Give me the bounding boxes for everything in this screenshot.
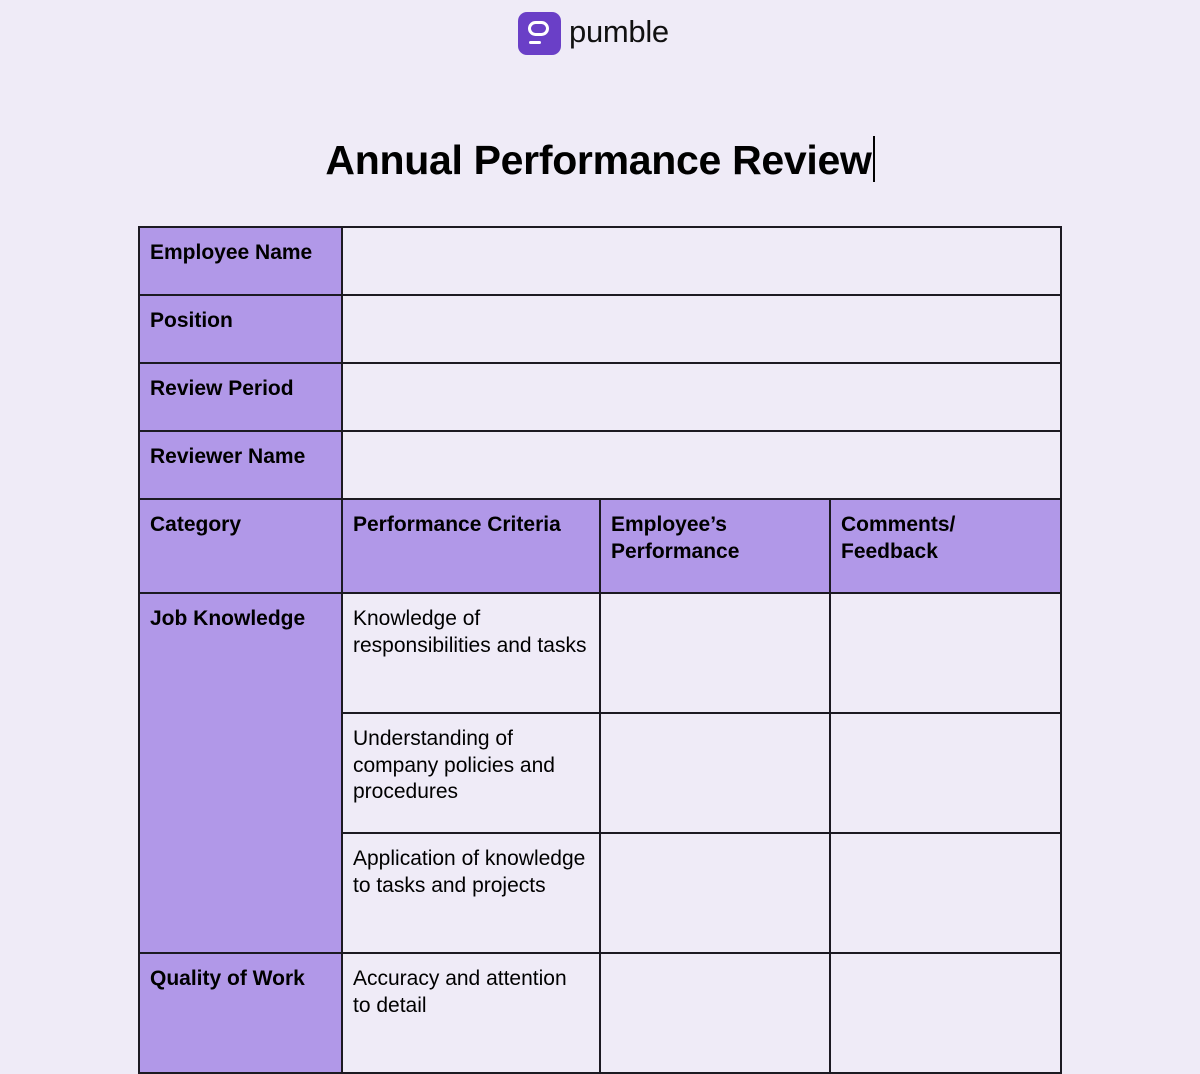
header-comments-feedback: Comments/ Feedback [830, 499, 1061, 593]
comments-input-cell[interactable] [830, 833, 1061, 953]
criteria-cell: Application of knowledge to tasks and projects [342, 833, 600, 953]
performance-input-cell[interactable] [600, 833, 830, 953]
reviewer-name-field[interactable] [342, 431, 1061, 499]
brand-name: pumble [569, 13, 669, 49]
brand-logo [518, 12, 669, 55]
employee-name-field[interactable] [342, 227, 1061, 295]
performance-review-table [138, 226, 1062, 1074]
performance-input-cell[interactable] [600, 953, 830, 1073]
info-row-review-period [139, 363, 1061, 431]
text-cursor [873, 136, 875, 182]
comments-input-cell[interactable] [830, 953, 1061, 1073]
header-employee-performance: Employee’s Performance [600, 499, 830, 593]
criteria-cell: Accuracy and attention to detail [342, 953, 600, 1073]
field-label: Reviewer Name [139, 431, 342, 499]
field-label: Review Period [139, 363, 342, 431]
performance-input-cell[interactable] [600, 713, 830, 833]
pumble-logo-icon [518, 12, 561, 55]
review-period-field[interactable] [342, 363, 1061, 431]
table-row [139, 953, 1061, 1073]
comments-input-cell[interactable] [830, 593, 1061, 713]
document-title[interactable]: Annual Performance Review [325, 137, 872, 183]
field-label: Position [139, 295, 342, 363]
document-title-container[interactable] [0, 136, 1200, 184]
category-job-knowledge: Job Knowledge [139, 593, 342, 953]
table-row [139, 593, 1061, 713]
header-category: Category [139, 499, 342, 593]
header-performance-criteria: Performance Criteria [342, 499, 600, 593]
category-quality-of-work: Quality of Work [139, 953, 342, 1073]
performance-input-cell[interactable] [600, 593, 830, 713]
info-row-position [139, 295, 1061, 363]
comments-input-cell[interactable] [830, 713, 1061, 833]
info-row-reviewer-name [139, 431, 1061, 499]
table-header-row [139, 499, 1061, 593]
criteria-cell: Understanding of company policies and procedures [342, 713, 600, 833]
criteria-cell: Knowledge of responsibilities and tasks [342, 593, 600, 713]
field-label: Employee Name [139, 227, 342, 295]
position-field[interactable] [342, 295, 1061, 363]
info-row-employee-name [139, 227, 1061, 295]
